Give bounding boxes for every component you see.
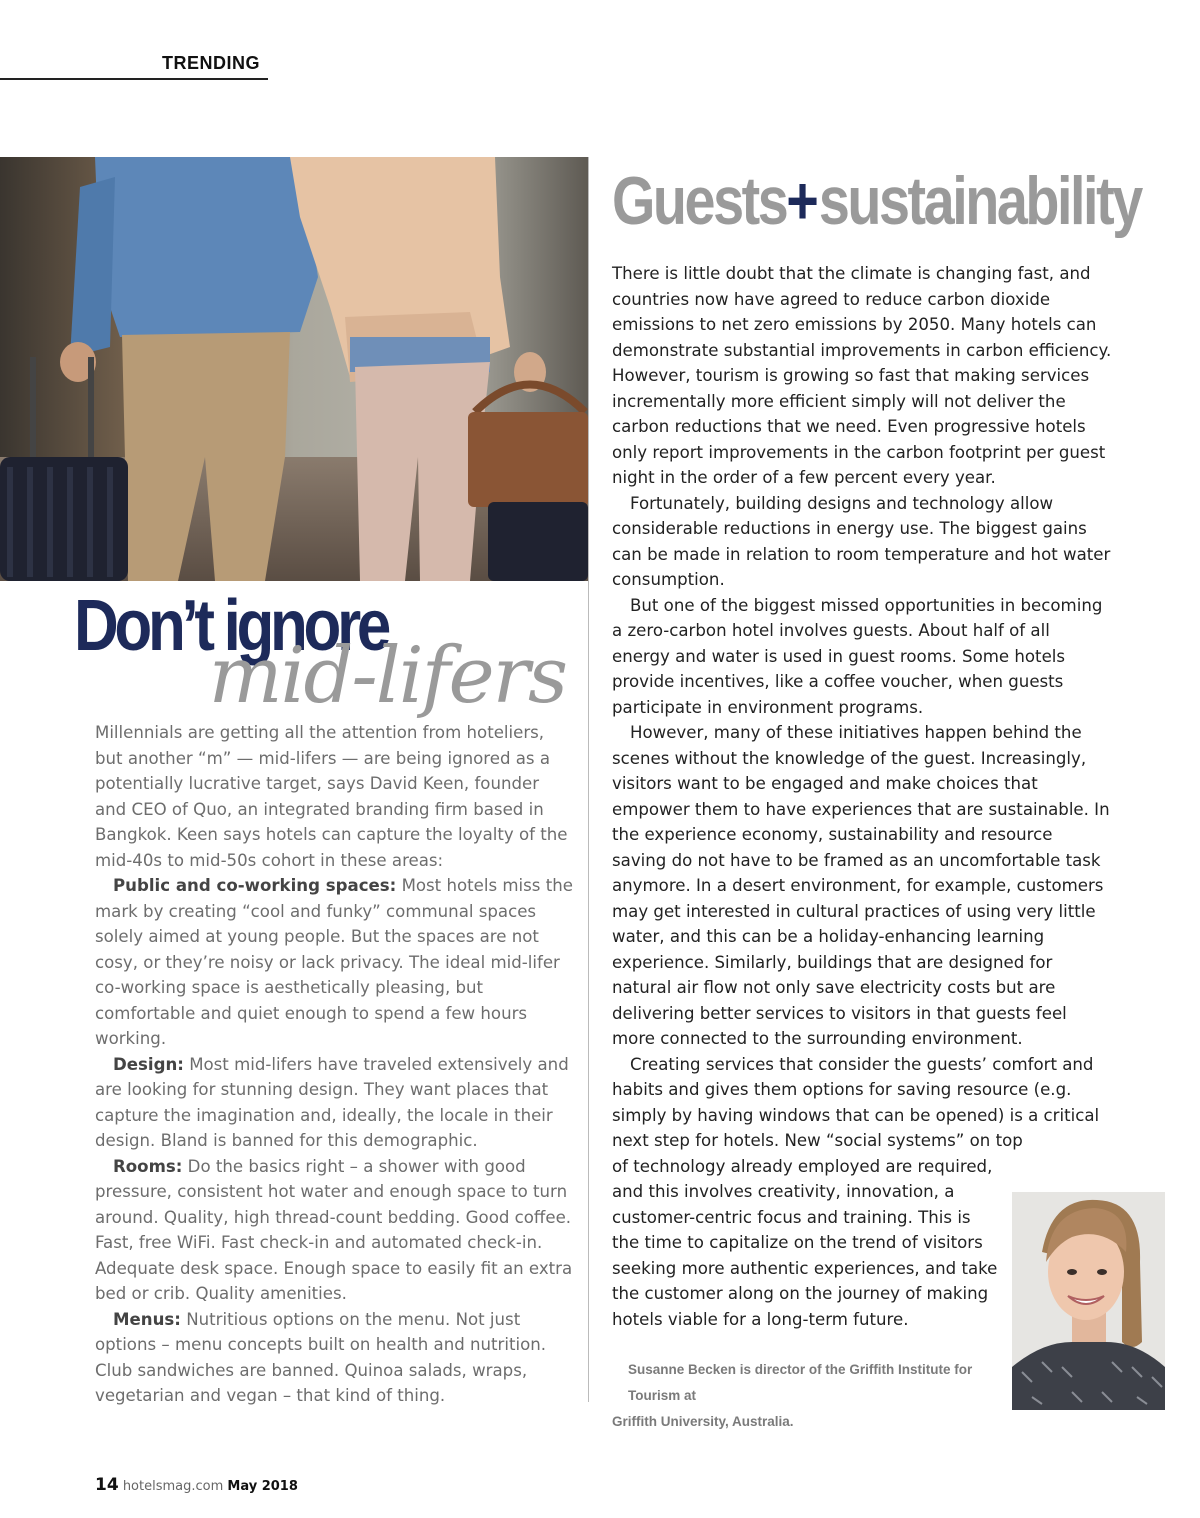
left-headline-line2: mid-lifers	[208, 631, 566, 721]
left-headline-line1: Don’t ignore	[74, 586, 387, 666]
left-article-body	[95, 720, 573, 1409]
right-paragraph: There is little doubt that the climate is changing fast, and countries now have agreed to reduce carbon dioxide emissions to net zero emissions by 2050. Many hotels can demonstrate substantial improvements in carbon efficiency. However, tourism is growing so fast that making services incrementally more efficient simply will not deliver the carbon reductions that we need. Even progressive hotels only report improvements in the carbon footprint per guest night in the order of a few percent every year.	[612, 264, 1112, 487]
caption-line: Griffith University, Australia.	[612, 1414, 794, 1429]
footer-site: hotelsmag.com	[122, 1479, 224, 1494]
right-article-body	[612, 261, 1112, 1332]
portrait-illustration	[1012, 1192, 1165, 1410]
left-paragraph: Millennials are getting all the attention from hoteliers, but another “m” — mid-lifers — are being ignored as a potentially lucrative target, says David Keen, founder and CEO of Quo, an integrated branding firm based in Bangkok. Keen says hotels can capture the loyalty of the mid-40s to mid-50s cohort in these areas:	[95, 723, 568, 870]
hero-photo	[0, 157, 588, 581]
column-divider	[588, 157, 589, 1402]
left-paragraph: Public and co-working spaces: Most hotels miss the mark by creating “cool and funky” communal spaces solely aimed at young people. But the spaces are not cosy, or they’re noisy or lack privacy. The ideal mid-lifer co-working space is aesthetically pleasing, but comfortable and quiet enough to spend a few hours working.	[95, 876, 573, 1048]
paragraph-lead: Design:	[113, 1054, 184, 1074]
right-paragraph-wrapped: of technology already employed are required, and this involves creativity, innovation, a customer-centric focus and training. This is the time to capitalize on the trend of visitors seeking more authentic experiences, and take the customer along on the journey of making hotels viable for a long-term future.	[612, 1156, 998, 1329]
author-caption	[612, 1357, 982, 1435]
left-paragraph: Rooms: Do the basics right – a shower with good pressure, consistent hot water and enough space to turn around. Quality, high thread-count bedding. Good coffee. Fast, free WiFi. Fast check-in and automated check-in. Adequate desk space. Enough space to easily fit an extra bed or crib. Quality amenities.	[95, 1156, 573, 1303]
headline-part2: sustainability	[818, 163, 1141, 239]
paragraph-lead: Rooms:	[113, 1156, 183, 1176]
right-paragraph: Creating services that consider the guests’ comfort and habits and gives them options for saving resource (e.g. simply by having windows that can be opened) is a critical next step for hotels. New “social systems” on top	[612, 1054, 1100, 1150]
paragraph-lead: Public and co-working spaces:	[113, 876, 397, 895]
left-paragraph: Design: Most mid-lifers have traveled extensively and are looking for stunning design. They want places that capture the imagination and, ideally, the locale in their design. Bland is banned for this demographic.	[95, 1054, 569, 1150]
right-paragraph: However, many of these initiatives happen behind the scenes without the knowledge of the guest. Increasingly, visitors want to be engaged and make choices that empower them to have experiences that are sustainable. In the experience economy, sustainability and resource saving do not have to be framed as an uncomfortable task anymore. In a desert environment, for example, customers may get interested in cultural practices of using very little water, and this can be a holiday-enhancing learning experience. Similarly, buildings that are designed for natural air flow not only save electricity costs but are delivering better services to visitors in that guests feel more connected to the surrounding environment.	[612, 723, 1110, 1048]
caption-line: Susanne Becken is director of the Griffith Institute for Tourism at	[628, 1362, 973, 1403]
author-portrait	[1012, 1192, 1165, 1410]
right-paragraph: But one of the biggest missed opportunities in becoming a zero-carbon hotel involves guests. About half of all energy and water is used in guest rooms. Some hotels provide incentives, like a coffee voucher, when guests participate in environment programs.	[612, 595, 1103, 717]
hero-photo-illustration	[0, 157, 588, 581]
footer-date: May 2018	[227, 1479, 298, 1494]
right-headline	[612, 158, 1141, 244]
left-paragraph: Menus: Nutritious options on the menu. Not just options – menu concepts built on health and nutrition. Club sandwiches are banned. Quinoa salads, wraps, vegetarian and vegan – that kind of thing.	[95, 1309, 547, 1405]
page-footer	[95, 1475, 298, 1495]
section-label: TRENDING	[162, 53, 260, 73]
right-paragraph: Fortunately, building designs and technology allow considerable reductions in energy use. The biggest gains can be made in relation to room temperature and hot water consumption.	[612, 493, 1111, 589]
paragraph-lead: Menus:	[113, 1309, 181, 1329]
plus-icon: +	[786, 163, 819, 239]
headline-part1: Guests	[612, 163, 787, 239]
section-rule	[0, 78, 268, 80]
page-number: 14	[95, 1475, 119, 1495]
